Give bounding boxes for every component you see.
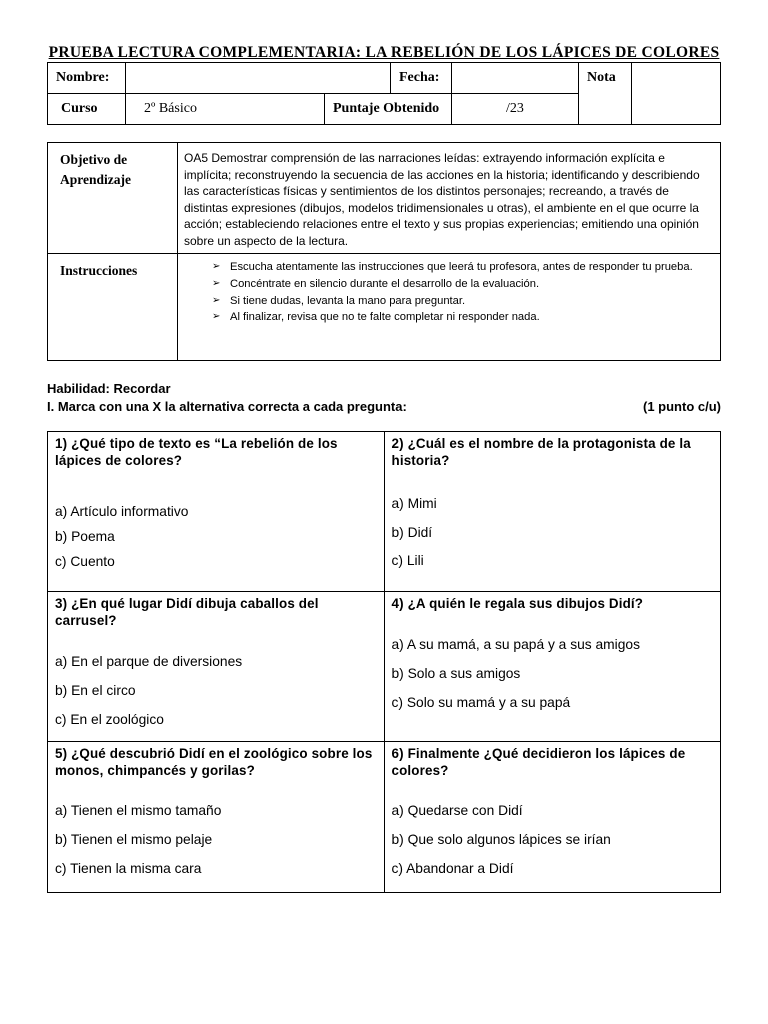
answer-option[interactable]: a) Tienen el mismo tamaño — [55, 803, 222, 818]
answer-option[interactable]: a) A su mamá, a su papá y a sus amigos — [391, 637, 640, 652]
questions-table — [47, 431, 721, 893]
section-instruction — [47, 399, 721, 414]
instruction-item: ➢ Al finalizar, revisa que no te falte completar ni responder nada. — [184, 309, 714, 326]
answer-option[interactable]: b) Que solo algunos lápices se irían — [391, 832, 611, 847]
nombre-label: Nombre: — [48, 63, 126, 94]
instruction-item: ➢ Si tiene dudas, levanta la mano para preguntar. — [184, 293, 714, 310]
instruction-text: I. Marca con una X la alternativa correcta a cada pregunta: — [47, 399, 407, 414]
question-text: 4) ¿A quién le regala sus dibujos Didí? — [391, 596, 644, 611]
answer-option[interactable]: c) Lili — [391, 553, 424, 568]
question-cell — [384, 592, 721, 742]
answer-option[interactable]: a) En el parque de diversiones — [55, 654, 243, 669]
question-text: 6) Finalmente ¿Qué decidieron los lápices de colores? — [391, 746, 686, 778]
answer-option[interactable]: a) Mimi — [391, 496, 437, 511]
question-cell — [384, 742, 721, 893]
answer-option[interactable]: c) Solo su mamá y a su papá — [391, 695, 571, 710]
answer-option[interactable]: b) Poema — [55, 529, 115, 544]
question-cell — [384, 432, 721, 592]
instrucciones-label: Instrucciones — [48, 254, 178, 361]
instruction-item: ➢ Escucha atentamente las instrucciones que leerá tu profesora, antes de responder tu prueba. — [184, 259, 714, 276]
nombre-field[interactable] — [126, 63, 391, 94]
objetivo-text: OA5 Demostrar comprensión de las narraciones leídas: extrayendo información explícita e implícita; reconstruyendo la secuencia de las acciones en la historia; identificando y describiendo las características físicas y sentimientos de los distintos personajes; recreando, a través de distintas expresiones (dibujos, modelos tridimensionales u otras), el ambiente en el que ocurre la acción; estableciendo relaciones entre el texto y sus propias experiencias; emitiendo una opinión sobre un aspecto de la lectura. — [178, 143, 721, 254]
question-text: 3) ¿En qué lugar Didí dibuja caballos del carrusel? — [55, 596, 319, 628]
page-title: PRUEBA LECTURA COMPLEMENTARIA: LA REBELIÓN DE LOS LÁPICES DE COLORES — [48, 44, 720, 61]
question-cell — [48, 592, 385, 742]
skill-heading: Habilidad: Recordar — [47, 381, 171, 396]
puntaje-label: Puntaje Obtenido — [325, 94, 452, 125]
fecha-field[interactable] — [452, 63, 579, 94]
answer-option[interactable]: b) Solo a sus amigos — [391, 666, 521, 681]
curso-label: Curso — [48, 94, 126, 125]
nota-field[interactable] — [632, 63, 721, 125]
arrow-bullet-icon: ➢ — [212, 277, 221, 289]
question-text: 1) ¿Qué tipo de texto es “La rebelión de los lápices de colores? — [55, 436, 338, 468]
nota-label: Nota — [579, 63, 632, 125]
arrow-bullet-icon: ➢ — [212, 311, 221, 323]
question-cell — [48, 432, 385, 592]
arrow-bullet-icon: ➢ — [212, 294, 221, 306]
answer-option[interactable]: c) Cuento — [55, 554, 115, 569]
points-note: (1 punto c/u) — [643, 399, 721, 414]
arrow-bullet-icon: ➢ — [212, 261, 221, 272]
answer-option[interactable]: a) Artículo informativo — [55, 504, 189, 519]
instrucciones-list — [178, 254, 721, 361]
instruction-item: ➢ Concéntrate en silencio durante el desarrollo de la evaluación. — [184, 276, 714, 293]
answer-option[interactable]: b) En el circo — [55, 683, 136, 698]
objectives-table — [47, 142, 721, 361]
question-text: 5) ¿Qué descubrió Didí en el zoológico sobre los monos, chimpancés y gorilas? — [55, 746, 373, 778]
question-cell — [48, 742, 385, 893]
fecha-label: Fecha: — [391, 63, 452, 94]
answer-option[interactable]: c) Abandonar a Didí — [391, 861, 514, 876]
student-info-table — [47, 62, 721, 125]
answer-option[interactable]: c) Tienen la misma cara — [55, 861, 202, 876]
objetivo-label: Objetivo de Aprendizaje — [48, 143, 178, 254]
answer-option[interactable]: b) Didí — [391, 525, 433, 540]
answer-option[interactable]: b) Tienen el mismo pelaje — [55, 832, 213, 847]
puntaje-value: /23 — [452, 94, 579, 125]
question-text: 2) ¿Cuál es el nombre de la protagonista de la historia? — [391, 436, 691, 468]
answer-option[interactable]: c) En el zoológico — [55, 712, 164, 727]
curso-value: 2º Básico — [126, 94, 325, 125]
answer-option[interactable]: a) Quedarse con Didí — [391, 803, 523, 818]
